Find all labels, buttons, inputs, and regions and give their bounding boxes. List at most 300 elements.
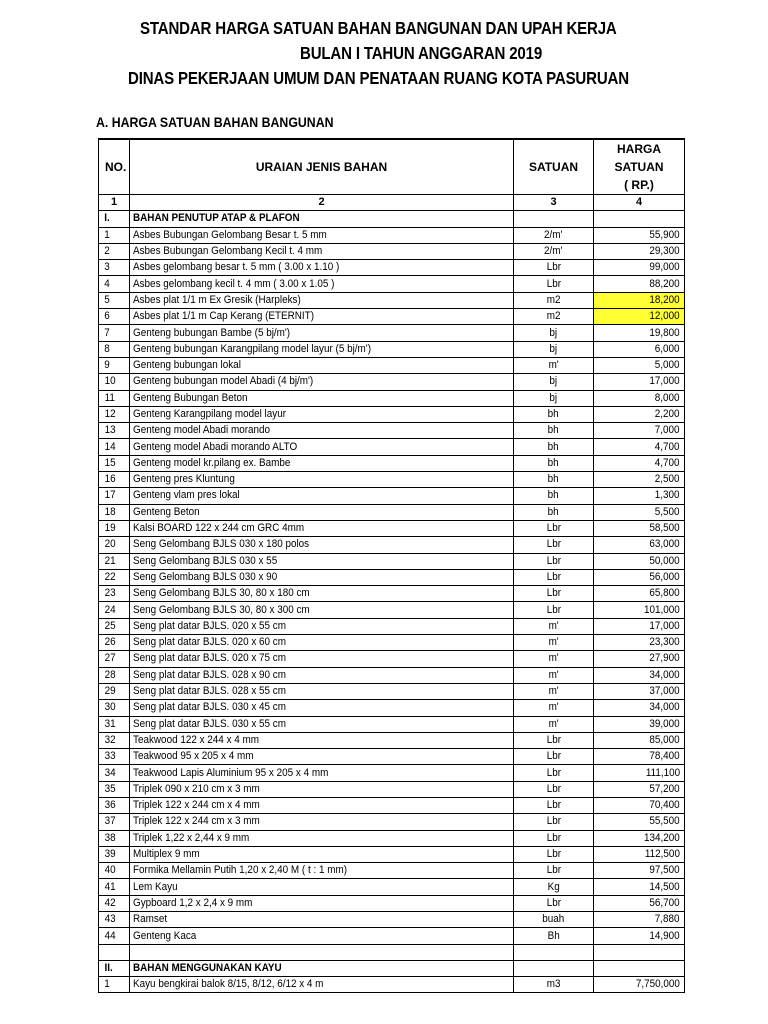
item-price-text: 14,900 — [649, 929, 680, 942]
item-unit — [514, 520, 594, 536]
item-unit-text: bj — [549, 375, 558, 388]
item-name-text: Kalsi BOARD 122 x 244 cm GRC 4mm — [133, 522, 305, 535]
item-unit-text: Lbr — [546, 587, 561, 600]
table-row — [99, 553, 685, 569]
column-number-row — [99, 195, 685, 211]
item-price-text: 88,200 — [649, 277, 680, 290]
item-name-text: Genteng model Abadi morando — [133, 424, 271, 437]
item-unit — [514, 700, 594, 716]
table-row — [99, 846, 685, 862]
item-no — [99, 586, 130, 602]
item-price — [594, 439, 685, 455]
header-harga-line-2: SATUAN — [614, 160, 664, 174]
item-price — [594, 341, 685, 357]
item-no-text: 6 — [104, 310, 110, 323]
section-unit — [514, 960, 594, 976]
item-price — [594, 781, 685, 797]
item-no-text: 3 — [104, 261, 110, 274]
item-unit-text: Lbr — [546, 831, 561, 844]
table-row — [99, 227, 685, 243]
item-unit-text: m2 — [546, 293, 561, 306]
item-price — [594, 895, 685, 911]
item-unit — [514, 781, 594, 797]
item-price-text: 27,900 — [649, 652, 680, 665]
item-unit-text: bh — [547, 473, 560, 486]
item-name-text: Seng Gelombang BJLS 30, 80 x 180 cm — [133, 587, 310, 600]
item-price — [594, 683, 685, 699]
item-no — [99, 667, 130, 683]
section-name-text: BAHAN PENUTUP ATAP & PLAFON — [133, 212, 300, 225]
item-no — [99, 504, 130, 520]
item-unit — [514, 602, 594, 618]
item-price-text: 4,700 — [655, 456, 680, 469]
item-price-text: 17,000 — [649, 375, 680, 388]
table-row — [99, 683, 685, 699]
item-unit — [514, 537, 594, 553]
price-table — [98, 138, 685, 993]
item-unit-text: m' — [548, 636, 559, 649]
item-unit-text: 2/m' — [544, 228, 563, 241]
item-name — [130, 243, 514, 259]
item-unit — [514, 357, 594, 373]
blank-row — [99, 944, 685, 960]
item-no — [99, 765, 130, 781]
item-unit-text: Lbr — [546, 554, 561, 567]
item-unit-text: Lbr — [546, 815, 561, 828]
table-row — [99, 292, 685, 308]
item-price — [594, 602, 685, 618]
item-no-text: 40 — [104, 864, 116, 877]
item-name — [130, 830, 514, 846]
item-no — [99, 618, 130, 634]
item-unit — [514, 651, 594, 667]
table-row — [99, 309, 685, 325]
table-row — [99, 357, 685, 373]
item-price-text: 58,500 — [649, 522, 680, 535]
item-no — [99, 928, 130, 944]
item-name-text: Teakwood 122 x 244 x 4 mm — [133, 733, 260, 746]
item-unit — [514, 309, 594, 325]
section-name — [130, 960, 514, 976]
item-price-text: 63,000 — [649, 538, 680, 551]
item-no — [99, 749, 130, 765]
table-row — [99, 749, 685, 765]
item-no — [99, 309, 130, 325]
item-price-text: 2,200 — [655, 408, 680, 420]
table-row — [99, 716, 685, 732]
blank-cell — [130, 944, 514, 960]
item-no-text: 13 — [104, 424, 116, 437]
item-name — [130, 406, 514, 422]
item-no-text: 24 — [104, 603, 116, 616]
item-name — [130, 537, 514, 553]
item-name — [130, 390, 514, 406]
item-name-text: Gypboard 1,2 x 2,4 x 9 mm — [133, 896, 253, 909]
table-row — [99, 406, 685, 422]
item-no-text: 10 — [104, 375, 116, 388]
item-price-text: 85,000 — [649, 733, 680, 746]
header-uraian: URAIAN JENIS BAHAN — [130, 139, 514, 195]
item-name-text: Seng Gelombang BJLS 030 x 90 — [133, 570, 278, 583]
item-price — [594, 879, 685, 895]
item-no — [99, 797, 130, 813]
item-no — [99, 976, 130, 992]
table-row — [99, 390, 685, 406]
item-no-text: 5 — [104, 293, 110, 306]
table-header-row — [99, 139, 685, 195]
item-unit — [514, 667, 594, 683]
item-name — [130, 602, 514, 618]
item-name-text: Genteng pres Kluntung — [133, 473, 235, 486]
item-no — [99, 569, 130, 585]
item-name-text: Triplek 090 x 210 cm x 3 mm — [133, 782, 260, 795]
table-row — [99, 602, 685, 618]
item-unit — [514, 586, 594, 602]
item-name-text: Genteng model Abadi morando ALTO — [133, 440, 298, 453]
item-no-text: 28 — [104, 668, 116, 681]
item-no-text: 37 — [104, 815, 116, 828]
item-name — [130, 846, 514, 862]
item-name-text: Asbes gelombang kecil t. 4 mm ( 3.00 x 1.05 ) — [133, 277, 335, 290]
item-price — [594, 504, 685, 520]
item-no-text: 7 — [104, 326, 110, 339]
item-price — [594, 537, 685, 553]
item-no — [99, 732, 130, 748]
item-name-text: Triplek 122 x 244 cm x 3 mm — [133, 815, 260, 828]
item-unit — [514, 406, 594, 422]
item-no — [99, 260, 130, 276]
item-name-text: Genteng model kr.pilang ex. Bambe — [133, 456, 291, 469]
item-unit — [514, 292, 594, 308]
item-name-text: Seng Gelombang BJLS 030 x 55 — [133, 554, 278, 567]
section-heading: A. HARGA SATUAN BAHAN BANGUNAN — [96, 114, 334, 130]
item-no-text: 36 — [104, 799, 116, 812]
item-no-text: 29 — [104, 685, 116, 698]
item-no-text: 1 — [104, 978, 110, 991]
table-row — [99, 651, 685, 667]
item-no-text: 35 — [104, 782, 116, 795]
item-unit-text: Lbr — [546, 799, 561, 812]
item-name — [130, 895, 514, 911]
item-price-text: 7,750,000 — [635, 978, 680, 991]
table-row — [99, 569, 685, 585]
item-no-text: 33 — [104, 750, 116, 763]
item-name-text: Formika Mellamin Putih 1,20 x 2,40 M ( t : 1 mm) — [133, 864, 348, 877]
item-no — [99, 651, 130, 667]
item-unit — [514, 863, 594, 879]
item-price-text: 134,200 — [644, 831, 680, 844]
item-price-text: 2,500 — [655, 473, 680, 486]
item-unit-text: m' — [548, 652, 559, 665]
item-price-text: 4,700 — [655, 440, 680, 453]
item-unit-text: Bh — [547, 929, 560, 942]
item-unit — [514, 374, 594, 390]
section-no-text: I. — [104, 212, 110, 225]
item-price-text: 56,000 — [649, 570, 680, 583]
item-price — [594, 667, 685, 683]
item-unit — [514, 260, 594, 276]
table-row — [99, 618, 685, 634]
header-harga-line-1: HARGA — [617, 142, 661, 156]
item-no-text: 20 — [104, 538, 116, 551]
item-no-text: 32 — [104, 733, 116, 746]
item-price — [594, 651, 685, 667]
item-unit-text: Lbr — [546, 603, 561, 616]
item-unit-text: m' — [548, 359, 559, 372]
item-no — [99, 243, 130, 259]
column-number: 4 — [594, 195, 685, 211]
section-name-text: BAHAN MENGGUNAKAN KAYU — [133, 961, 282, 974]
item-price — [594, 553, 685, 569]
item-unit — [514, 846, 594, 862]
table-row — [99, 863, 685, 879]
table-row — [99, 520, 685, 536]
item-price — [594, 765, 685, 781]
item-unit-text: m2 — [546, 310, 561, 323]
item-unit — [514, 814, 594, 830]
table-row — [99, 374, 685, 390]
item-price-text: 111,100 — [645, 766, 680, 779]
item-no-text: 4 — [104, 277, 110, 290]
item-no — [99, 537, 130, 553]
item-price — [594, 472, 685, 488]
item-unit-text: Lbr — [546, 864, 561, 877]
item-price-text: 56,700 — [649, 896, 680, 909]
item-unit-text: m3 — [546, 978, 561, 991]
table-row — [99, 325, 685, 341]
item-no — [99, 423, 130, 439]
item-name — [130, 912, 514, 928]
item-unit — [514, 749, 594, 765]
item-unit-text: bh — [547, 424, 560, 437]
item-name — [130, 651, 514, 667]
item-price — [594, 390, 685, 406]
item-no — [99, 472, 130, 488]
item-name — [130, 455, 514, 471]
item-name-text: Seng plat datar BJLS. 028 x 90 cm — [133, 668, 286, 681]
item-unit-text: Lbr — [546, 261, 561, 274]
item-no — [99, 227, 130, 243]
item-price-text: 7,880 — [655, 913, 680, 926]
item-price — [594, 846, 685, 862]
column-number: 3 — [514, 195, 594, 211]
item-price-text: 97,500 — [649, 864, 680, 877]
item-unit — [514, 488, 594, 504]
item-no-text: 41 — [104, 880, 116, 893]
item-name-text: Seng plat datar BJLS. 028 x 55 cm — [133, 685, 286, 698]
item-unit — [514, 455, 594, 471]
item-no — [99, 846, 130, 862]
item-name — [130, 863, 514, 879]
item-price — [594, 569, 685, 585]
item-unit-text: m' — [548, 701, 559, 714]
item-name — [130, 472, 514, 488]
item-name — [130, 635, 514, 651]
title-line-3: DINAS PEKERJAAN UMUM DAN PENATAAN RUANG KOTA PASURUAN — [128, 68, 629, 88]
table-row — [99, 814, 685, 830]
item-name — [130, 765, 514, 781]
item-price — [594, 716, 685, 732]
item-name — [130, 976, 514, 992]
item-unit-text: Lbr — [546, 538, 561, 551]
item-name-text: Genteng Beton — [133, 505, 200, 518]
table-row — [99, 276, 685, 292]
item-price — [594, 309, 685, 325]
table-row — [99, 243, 685, 259]
table-row — [99, 423, 685, 439]
item-price-text: 8,000 — [655, 391, 680, 404]
item-no — [99, 781, 130, 797]
item-no-text: 8 — [104, 342, 110, 355]
blank-cell — [514, 944, 594, 960]
item-no — [99, 700, 130, 716]
item-name-text: Asbes plat 1/1 m Cap Kerang (ETERNIT) — [133, 310, 315, 323]
item-name-text: Teakwood Lapis Aluminium 95 x 205 x 4 mm — [133, 766, 329, 779]
section-row — [99, 211, 685, 227]
item-name-text: Genteng Karangpilang model layur — [133, 408, 287, 420]
item-unit-text: bh — [547, 505, 560, 518]
item-unit — [514, 928, 594, 944]
section-name — [130, 211, 514, 227]
item-unit — [514, 276, 594, 292]
item-price — [594, 260, 685, 276]
item-unit — [514, 472, 594, 488]
item-price-text: 34,000 — [649, 668, 680, 681]
item-name-text: Seng Gelombang BJLS 30, 80 x 300 cm — [133, 603, 310, 616]
item-no — [99, 357, 130, 373]
item-no-text: 34 — [104, 766, 116, 779]
item-unit-text: Lbr — [546, 766, 561, 779]
table-row — [99, 781, 685, 797]
item-unit — [514, 569, 594, 585]
table-row — [99, 732, 685, 748]
item-price — [594, 700, 685, 716]
item-name-text: Genteng Kaca — [133, 929, 197, 942]
item-no — [99, 683, 130, 699]
item-name-text: Genteng bubungan Bambe (5 bj/m') — [133, 326, 291, 339]
table-row — [99, 537, 685, 553]
table-row — [99, 976, 685, 992]
item-name — [130, 928, 514, 944]
item-price — [594, 814, 685, 830]
item-no-text: 17 — [104, 489, 116, 502]
item-name-text: Seng plat datar BJLS. 020 x 60 cm — [133, 636, 286, 649]
item-unit — [514, 732, 594, 748]
item-unit — [514, 879, 594, 895]
item-price-text: 7,000 — [655, 424, 680, 437]
item-unit-text: Lbr — [546, 782, 561, 795]
item-no-text: 21 — [104, 554, 116, 567]
item-price — [594, 749, 685, 765]
item-unit-text: m' — [548, 717, 559, 730]
item-name — [130, 439, 514, 455]
item-name-text: Kayu bengkirai balok 8/15, 8/12, 6/12 x 4 m — [133, 978, 324, 991]
item-name — [130, 309, 514, 325]
item-name — [130, 292, 514, 308]
item-unit — [514, 895, 594, 911]
item-price — [594, 912, 685, 928]
item-name — [130, 618, 514, 634]
item-price — [594, 488, 685, 504]
item-price — [594, 325, 685, 341]
item-unit-text: Lbr — [546, 848, 561, 861]
item-name-text: Seng plat datar BJLS. 020 x 55 cm — [133, 619, 286, 632]
table-row — [99, 472, 685, 488]
item-price — [594, 406, 685, 422]
item-name-text: Seng plat datar BJLS. 030 x 45 cm — [133, 701, 286, 714]
item-price-text: 39,000 — [649, 717, 680, 730]
item-unit-text: bj — [549, 342, 558, 355]
item-unit — [514, 618, 594, 634]
item-price — [594, 928, 685, 944]
item-name — [130, 553, 514, 569]
item-price — [594, 618, 685, 634]
item-no-text: 38 — [104, 831, 116, 844]
item-price-text: 78,400 — [649, 750, 680, 763]
item-price-text: 18,200 — [649, 293, 680, 306]
item-no — [99, 325, 130, 341]
item-unit-text: bh — [547, 408, 560, 420]
header-harga-line-3: ( RP.) — [624, 178, 654, 192]
item-no-text: 25 — [104, 619, 116, 632]
item-name-text: Seng plat datar BJLS. 030 x 55 cm — [133, 717, 286, 730]
item-unit-text: buah — [542, 913, 565, 926]
item-unit-text: 2/m' — [544, 245, 563, 258]
item-name-text: Asbes plat 1/1 m Ex Gresik (Harpleks) — [133, 293, 301, 306]
item-price-text: 50,000 — [649, 554, 680, 567]
table-row — [99, 879, 685, 895]
item-unit-text: m' — [548, 619, 559, 632]
item-no — [99, 488, 130, 504]
item-unit-text: Kg — [547, 880, 560, 893]
blank-cell — [594, 944, 685, 960]
item-name — [130, 569, 514, 585]
item-unit-text: bh — [547, 456, 560, 469]
item-unit — [514, 765, 594, 781]
item-unit — [514, 976, 594, 992]
item-unit-text: Lbr — [546, 733, 561, 746]
table-row — [99, 455, 685, 471]
item-price-text: 23,300 — [649, 636, 680, 649]
item-no — [99, 520, 130, 536]
item-price — [594, 455, 685, 471]
item-no — [99, 292, 130, 308]
table-row — [99, 830, 685, 846]
item-name — [130, 488, 514, 504]
column-number: 2 — [130, 195, 514, 211]
table-row — [99, 797, 685, 813]
item-no-text: 23 — [104, 587, 116, 600]
item-price — [594, 374, 685, 390]
section-no-text: II. — [104, 961, 113, 974]
table-row — [99, 488, 685, 504]
item-name-text: Multiplex 9 mm — [133, 848, 200, 861]
section-no — [99, 960, 130, 976]
item-unit — [514, 227, 594, 243]
table-row — [99, 667, 685, 683]
item-price-text: 14,500 — [649, 880, 680, 893]
item-price — [594, 830, 685, 846]
item-price — [594, 797, 685, 813]
item-price-text: 29,300 — [649, 245, 680, 258]
header-harga — [594, 139, 685, 195]
item-unit — [514, 716, 594, 732]
table-row — [99, 504, 685, 520]
item-unit — [514, 243, 594, 259]
item-name — [130, 520, 514, 536]
table-row — [99, 700, 685, 716]
item-name-text: Lem Kayu — [133, 880, 178, 893]
